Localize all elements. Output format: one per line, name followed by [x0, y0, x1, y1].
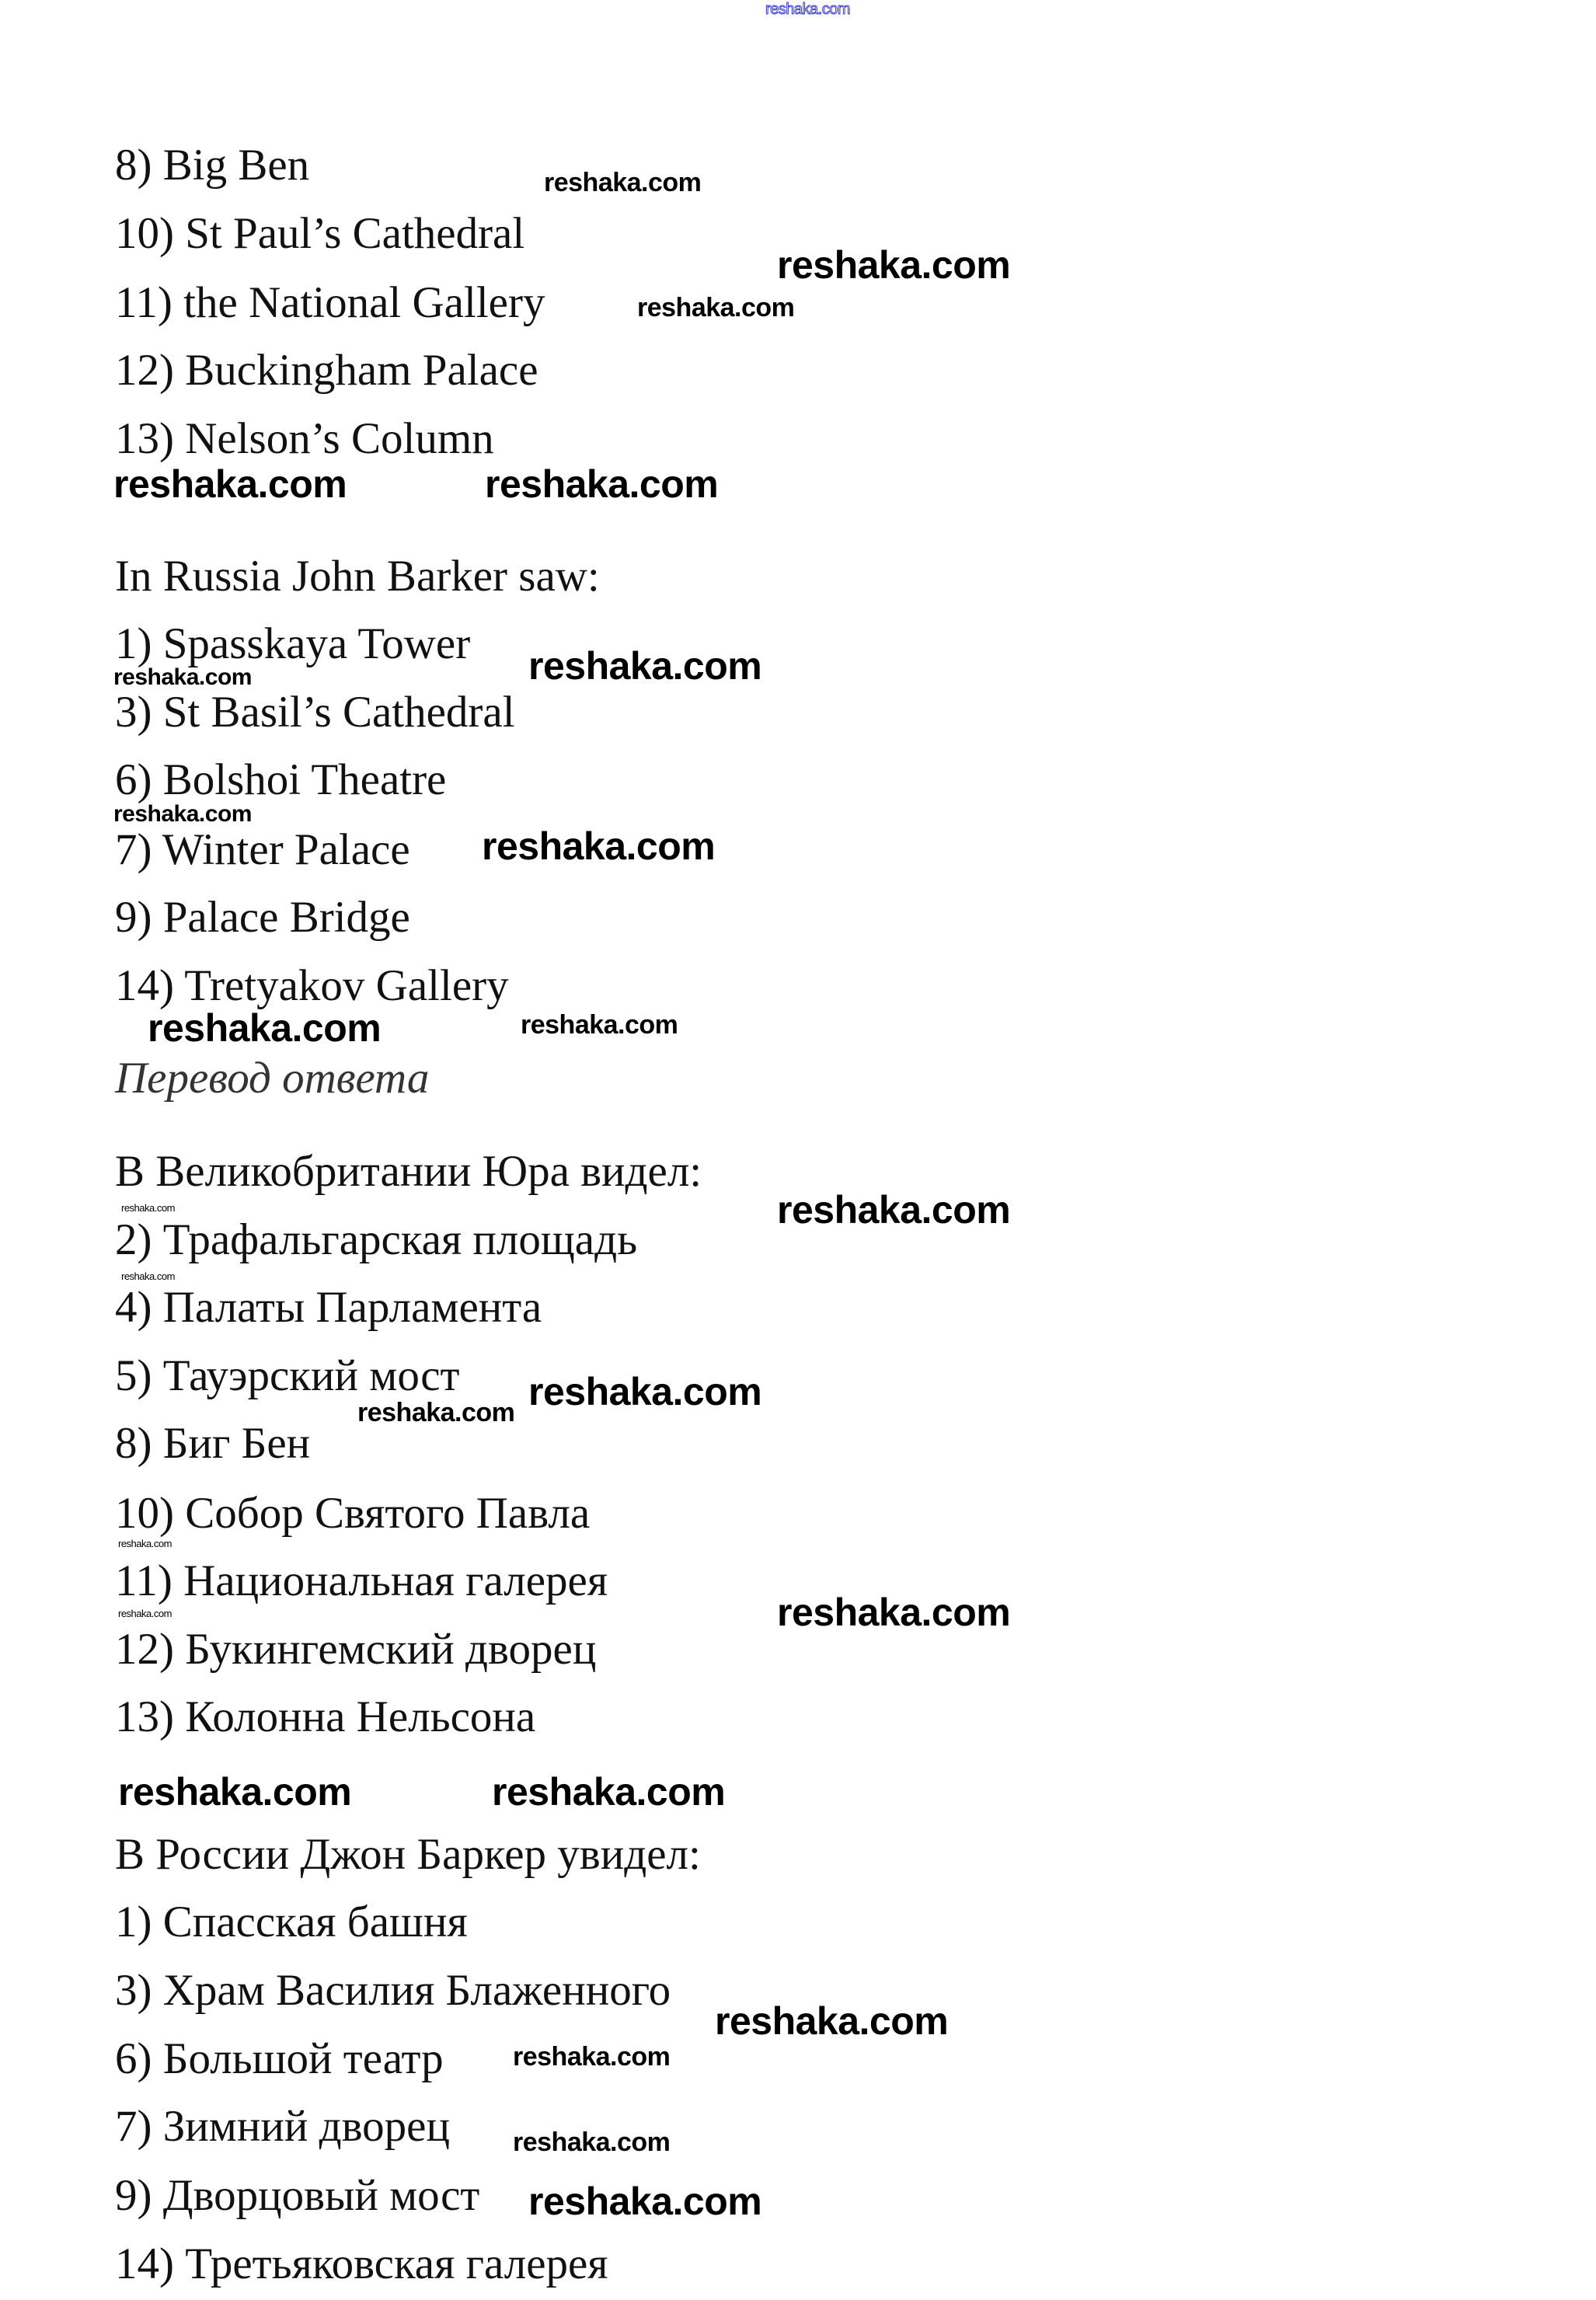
watermark: reshaka.com: [777, 243, 1011, 287]
watermark: reshaka.com: [148, 1006, 382, 1050]
section-heading: В России Джон Баркер увидел:: [115, 1830, 701, 1879]
list-item: 7) Winter Palace: [115, 825, 410, 874]
list-item: 3) St Basil’s Cathedral: [115, 688, 515, 737]
list-item: 2) Трафальгарская площадь: [115, 1215, 638, 1264]
watermark: reshaka.com: [118, 1770, 352, 1814]
watermark: reshaka.com: [513, 2042, 671, 2072]
list-item: 9) Дворцовый мост: [115, 2171, 480, 2220]
watermark: reshaka.com: [113, 462, 347, 506]
watermark: reshaka.com: [528, 1370, 762, 1413]
translation-heading: Перевод ответа: [115, 1054, 430, 1103]
list-item: 7) Зимний дворец: [115, 2102, 450, 2151]
watermark: reshaka.com: [492, 1770, 726, 1814]
list-item: 5) Тауэрский мост: [115, 1351, 460, 1400]
watermark: reshaka.com: [715, 1999, 949, 2043]
list-item: 10) Собор Святого Павла: [115, 1489, 591, 1538]
section-heading: В Великобритании Юра видел:: [115, 1147, 702, 1196]
watermark: reshaka.com: [521, 1010, 678, 1040]
watermark: reshaka.com: [777, 1591, 1011, 1634]
watermark: reshaka.com: [513, 2128, 671, 2157]
watermark: reshaka.com: [113, 664, 252, 690]
list-item: 14) Tretyakov Gallery: [115, 961, 509, 1010]
list-item: 10) St Paul’s Cathedral: [115, 209, 525, 258]
list-item: 14) Третьяковская галерея: [115, 2239, 608, 2288]
list-item: 3) Храм Василия Блаженного: [115, 1966, 671, 2015]
list-item: 12) Buckingham Palace: [115, 346, 538, 395]
list-item: 8) Big Ben: [115, 141, 310, 190]
list-item: 9) Palace Bridge: [115, 893, 410, 942]
watermark: reshaka.com: [485, 462, 719, 506]
watermark: reshaka.com: [528, 644, 762, 688]
watermark: reshaka.com: [118, 1538, 172, 1549]
list-item: 12) Букингемский дворец: [115, 1625, 597, 1674]
watermark: reshaka.com: [637, 293, 795, 322]
watermark: reshaka.com: [121, 1202, 175, 1214]
list-item: 13) Nelson’s Column: [115, 414, 494, 463]
watermark: reshaka.com: [357, 1398, 515, 1427]
list-item: 1) Спасская башня: [115, 1897, 468, 1946]
watermark: reshaka.com: [113, 801, 252, 827]
list-item: 6) Bolshoi Theatre: [115, 755, 447, 804]
watermark: reshaka.com: [118, 1608, 172, 1619]
list-item: 1) Spasskaya Tower: [115, 619, 471, 668]
watermark: reshaka.com: [544, 168, 702, 197]
watermark: reshaka.com: [121, 1270, 175, 1282]
list-item: 4) Палаты Парламента: [115, 1283, 542, 1332]
watermark: reshaka.com: [765, 1, 850, 18]
watermark: reshaka.com: [482, 824, 716, 868]
list-item: 8) Биг Бен: [115, 1419, 311, 1468]
watermark: reshaka.com: [528, 2180, 762, 2223]
section-heading: In Russia John Barker saw:: [115, 552, 600, 601]
watermark: reshaka.com: [777, 1188, 1011, 1232]
list-item: 11) Национальная галерея: [115, 1556, 608, 1605]
list-item: 13) Колонна Нельсона: [115, 1692, 536, 1741]
list-item: 6) Большой театр: [115, 2034, 444, 2083]
list-item: 11) the National Gallery: [115, 278, 545, 327]
